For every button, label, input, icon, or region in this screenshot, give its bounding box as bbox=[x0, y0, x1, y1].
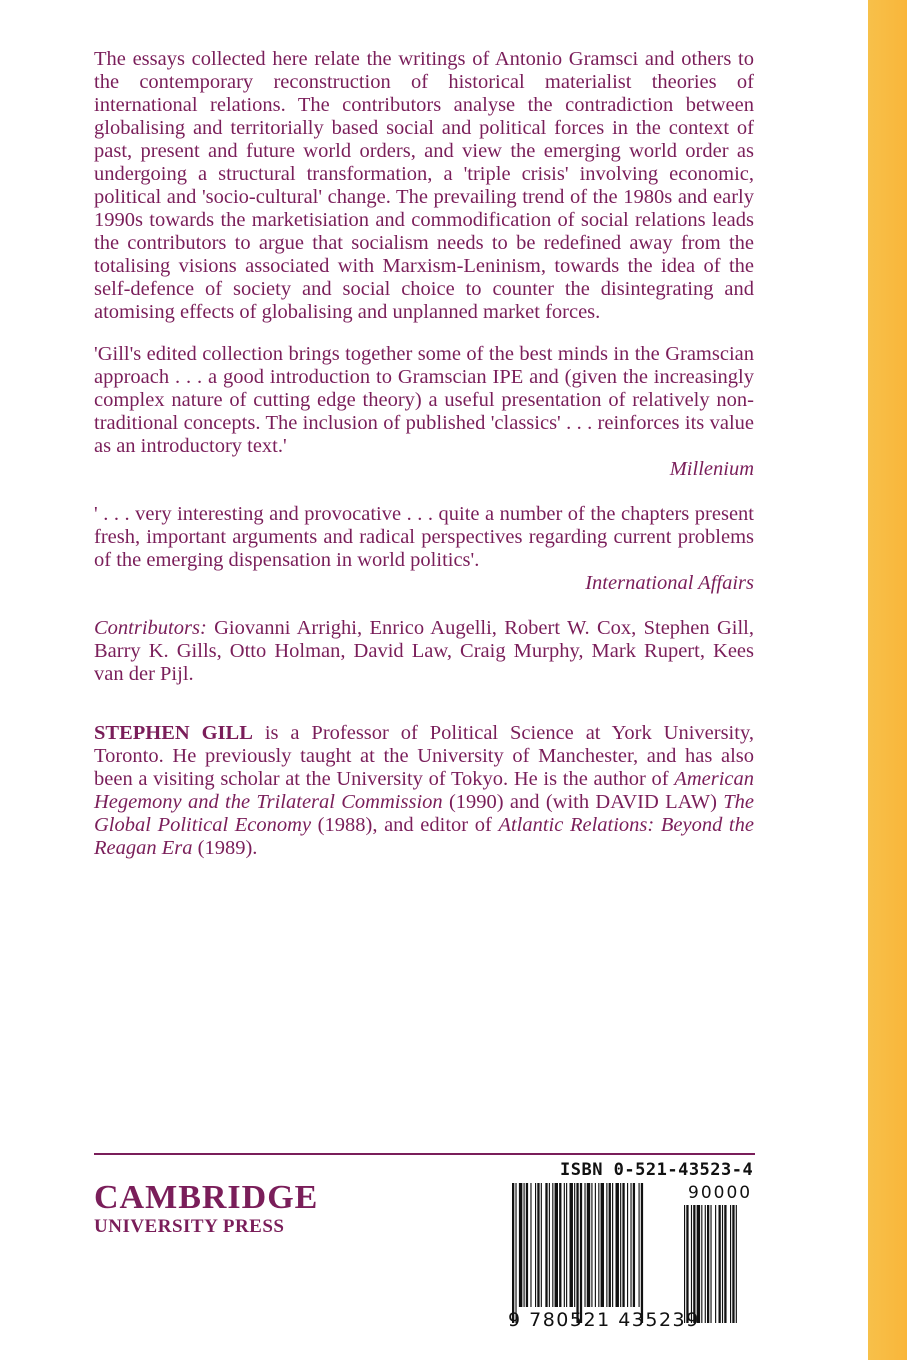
barcode-bar bbox=[515, 1183, 516, 1323]
barcode-bar bbox=[549, 1183, 550, 1307]
barcode-bar bbox=[535, 1183, 536, 1307]
barcode-addon-bar bbox=[697, 1205, 700, 1323]
barcode-bar bbox=[555, 1183, 558, 1307]
barcode-bar bbox=[537, 1183, 539, 1307]
barcode-bar bbox=[541, 1183, 542, 1307]
barcode-bar bbox=[564, 1183, 565, 1307]
barcode-bar bbox=[641, 1183, 643, 1323]
book-spine-edge bbox=[868, 0, 907, 1360]
author-bio-text: (1990) and (with DAVID LAW) bbox=[442, 791, 724, 813]
author-bio-text: is a Professor of Political Science at York University, Toronto. He previously taught at the University of Manchester, and has also been a visiting scholar at the University of Tokyo. He is the author of bbox=[94, 722, 754, 790]
barcode-addon-bar bbox=[722, 1205, 723, 1323]
review-2 bbox=[94, 503, 754, 595]
barcode-bar bbox=[616, 1183, 619, 1307]
barcode-bar bbox=[606, 1183, 607, 1307]
back-cover-text bbox=[94, 48, 754, 860]
barcode-bar bbox=[595, 1183, 596, 1307]
review-1 bbox=[94, 343, 754, 481]
publisher-subtitle: UNIVERSITY PRESS bbox=[94, 1216, 285, 1237]
barcode-addon-bar bbox=[719, 1205, 721, 1323]
barcode-bar bbox=[566, 1183, 567, 1307]
barcode-addon-bar bbox=[691, 1205, 692, 1323]
barcode-bar bbox=[524, 1183, 525, 1307]
barcode-bar bbox=[633, 1183, 635, 1307]
barcode-addon-bar bbox=[705, 1205, 706, 1323]
barcode-bar bbox=[612, 1183, 613, 1307]
barcode-bar bbox=[552, 1183, 553, 1307]
author-name: STEPHEN GILL bbox=[94, 722, 253, 744]
divider-rule bbox=[94, 1153, 755, 1155]
barcode-addon-bar bbox=[730, 1205, 731, 1323]
barcode-addon-bar bbox=[686, 1205, 688, 1323]
review-source: International Affairs bbox=[585, 572, 754, 594]
barcode-bar bbox=[630, 1183, 631, 1307]
review-source: Millenium bbox=[669, 458, 754, 480]
publisher-logo bbox=[94, 1180, 354, 1238]
barcode-addon-bar bbox=[724, 1205, 726, 1323]
author-bio bbox=[94, 722, 754, 860]
barcode-addon-bar bbox=[707, 1205, 709, 1323]
barcode-bar bbox=[609, 1183, 611, 1307]
contributors-names: Giovanni Arrighi, Enrico Augelli, Robert W. Cox, Stephen Gill, Barry K. Gills, Otto Holman, David Law, Craig Murphy, Mark Rupert, Kees van der Pijl. bbox=[94, 617, 754, 685]
barcode-bar bbox=[587, 1183, 590, 1307]
barcode-bar bbox=[530, 1183, 531, 1307]
review-quote: ' . . . very interesting and provocative . . . quite a number of the chapters present fresh, important arguments and radical perspectives regarding current problems of the emerging dispensation in world politics'. bbox=[94, 503, 754, 571]
ean-number: 9 780521 435239 bbox=[508, 1309, 700, 1331]
barcode-bar bbox=[639, 1183, 640, 1307]
book-title: Atlantic Relations: Beyond the Reagan Era bbox=[94, 814, 754, 859]
author-bio-text: (1988), and editor of bbox=[311, 814, 499, 836]
barcode-bar bbox=[627, 1183, 628, 1307]
barcode-bar bbox=[519, 1183, 522, 1307]
barcode-bar bbox=[598, 1183, 599, 1307]
author-bio-text: (1989). bbox=[192, 837, 258, 859]
contributors-list bbox=[94, 617, 754, 686]
barcode-bar bbox=[622, 1183, 624, 1307]
barcode-bar bbox=[545, 1183, 547, 1307]
barcode-addon-bar bbox=[710, 1205, 711, 1323]
barcode-bar bbox=[601, 1183, 604, 1307]
barcode-bar bbox=[591, 1183, 592, 1307]
contributors-label: Contributors: bbox=[94, 617, 207, 639]
barcode-bar bbox=[526, 1183, 528, 1307]
barcode-addon-bar bbox=[736, 1205, 737, 1323]
addon-number: 90000 bbox=[688, 1183, 753, 1203]
book-title: The Global Political Economy bbox=[94, 791, 755, 836]
barcode-bar bbox=[570, 1183, 573, 1307]
book-title: American Hegemony and the Trilateral Commission bbox=[94, 768, 754, 813]
barcode bbox=[508, 1183, 758, 1335]
review-quote: 'Gill's edited collection brings together some of the best minds in the Gramscian approach . . . a good introduction to Gramscian IPE and (given the increasingly complex nature of cutting edge theory) a useful presentation of relatively non-traditional concepts. The inclusion of published 'classics' . . . reinforces its value as an introductory text.' bbox=[94, 343, 754, 457]
barcode-bar bbox=[559, 1183, 561, 1307]
barcode-bar bbox=[574, 1183, 575, 1307]
barcode-addon-bar bbox=[732, 1205, 734, 1323]
barcode-bar bbox=[620, 1183, 621, 1307]
barcode-addon-bar bbox=[684, 1205, 685, 1323]
publisher-name: CAMBRIDGE bbox=[94, 1179, 319, 1216]
barcode-bar bbox=[584, 1183, 585, 1307]
barcode-bar bbox=[512, 1183, 514, 1323]
barcode-bar bbox=[576, 1183, 578, 1323]
barcode-addon-bar bbox=[701, 1205, 702, 1323]
isbn-label: ISBN 0-521-43523-4 bbox=[560, 1160, 754, 1180]
barcode-addon-bar bbox=[693, 1205, 695, 1323]
book-blurb: The essays collected here relate the writings of Antonio Gramsci and others to the contemporary reconstruction of historical materialist theories of international relations. The contributors analyse the contradiction between globalising and territorially based social and political forces in the context of past, present and future world orders, and view the emerging world order as undergoing a structural transformation, a 'triple crisis' involving economic, political and 'socio-cultural' change. The prevailing trend of the 1980s and early 1990s towards the marketisiation and commodification of social relations leads the contributors to argue that socialism needs to be redefined away from the totalising visions associated with Marxism-Leninism, towards the idea of the self-defence of society and social choice to counter the disintegrating and atomising effects of globalising and unplanned market forces. bbox=[94, 48, 754, 323]
barcode-addon-bar bbox=[715, 1205, 716, 1323]
barcode-bar bbox=[580, 1183, 582, 1323]
